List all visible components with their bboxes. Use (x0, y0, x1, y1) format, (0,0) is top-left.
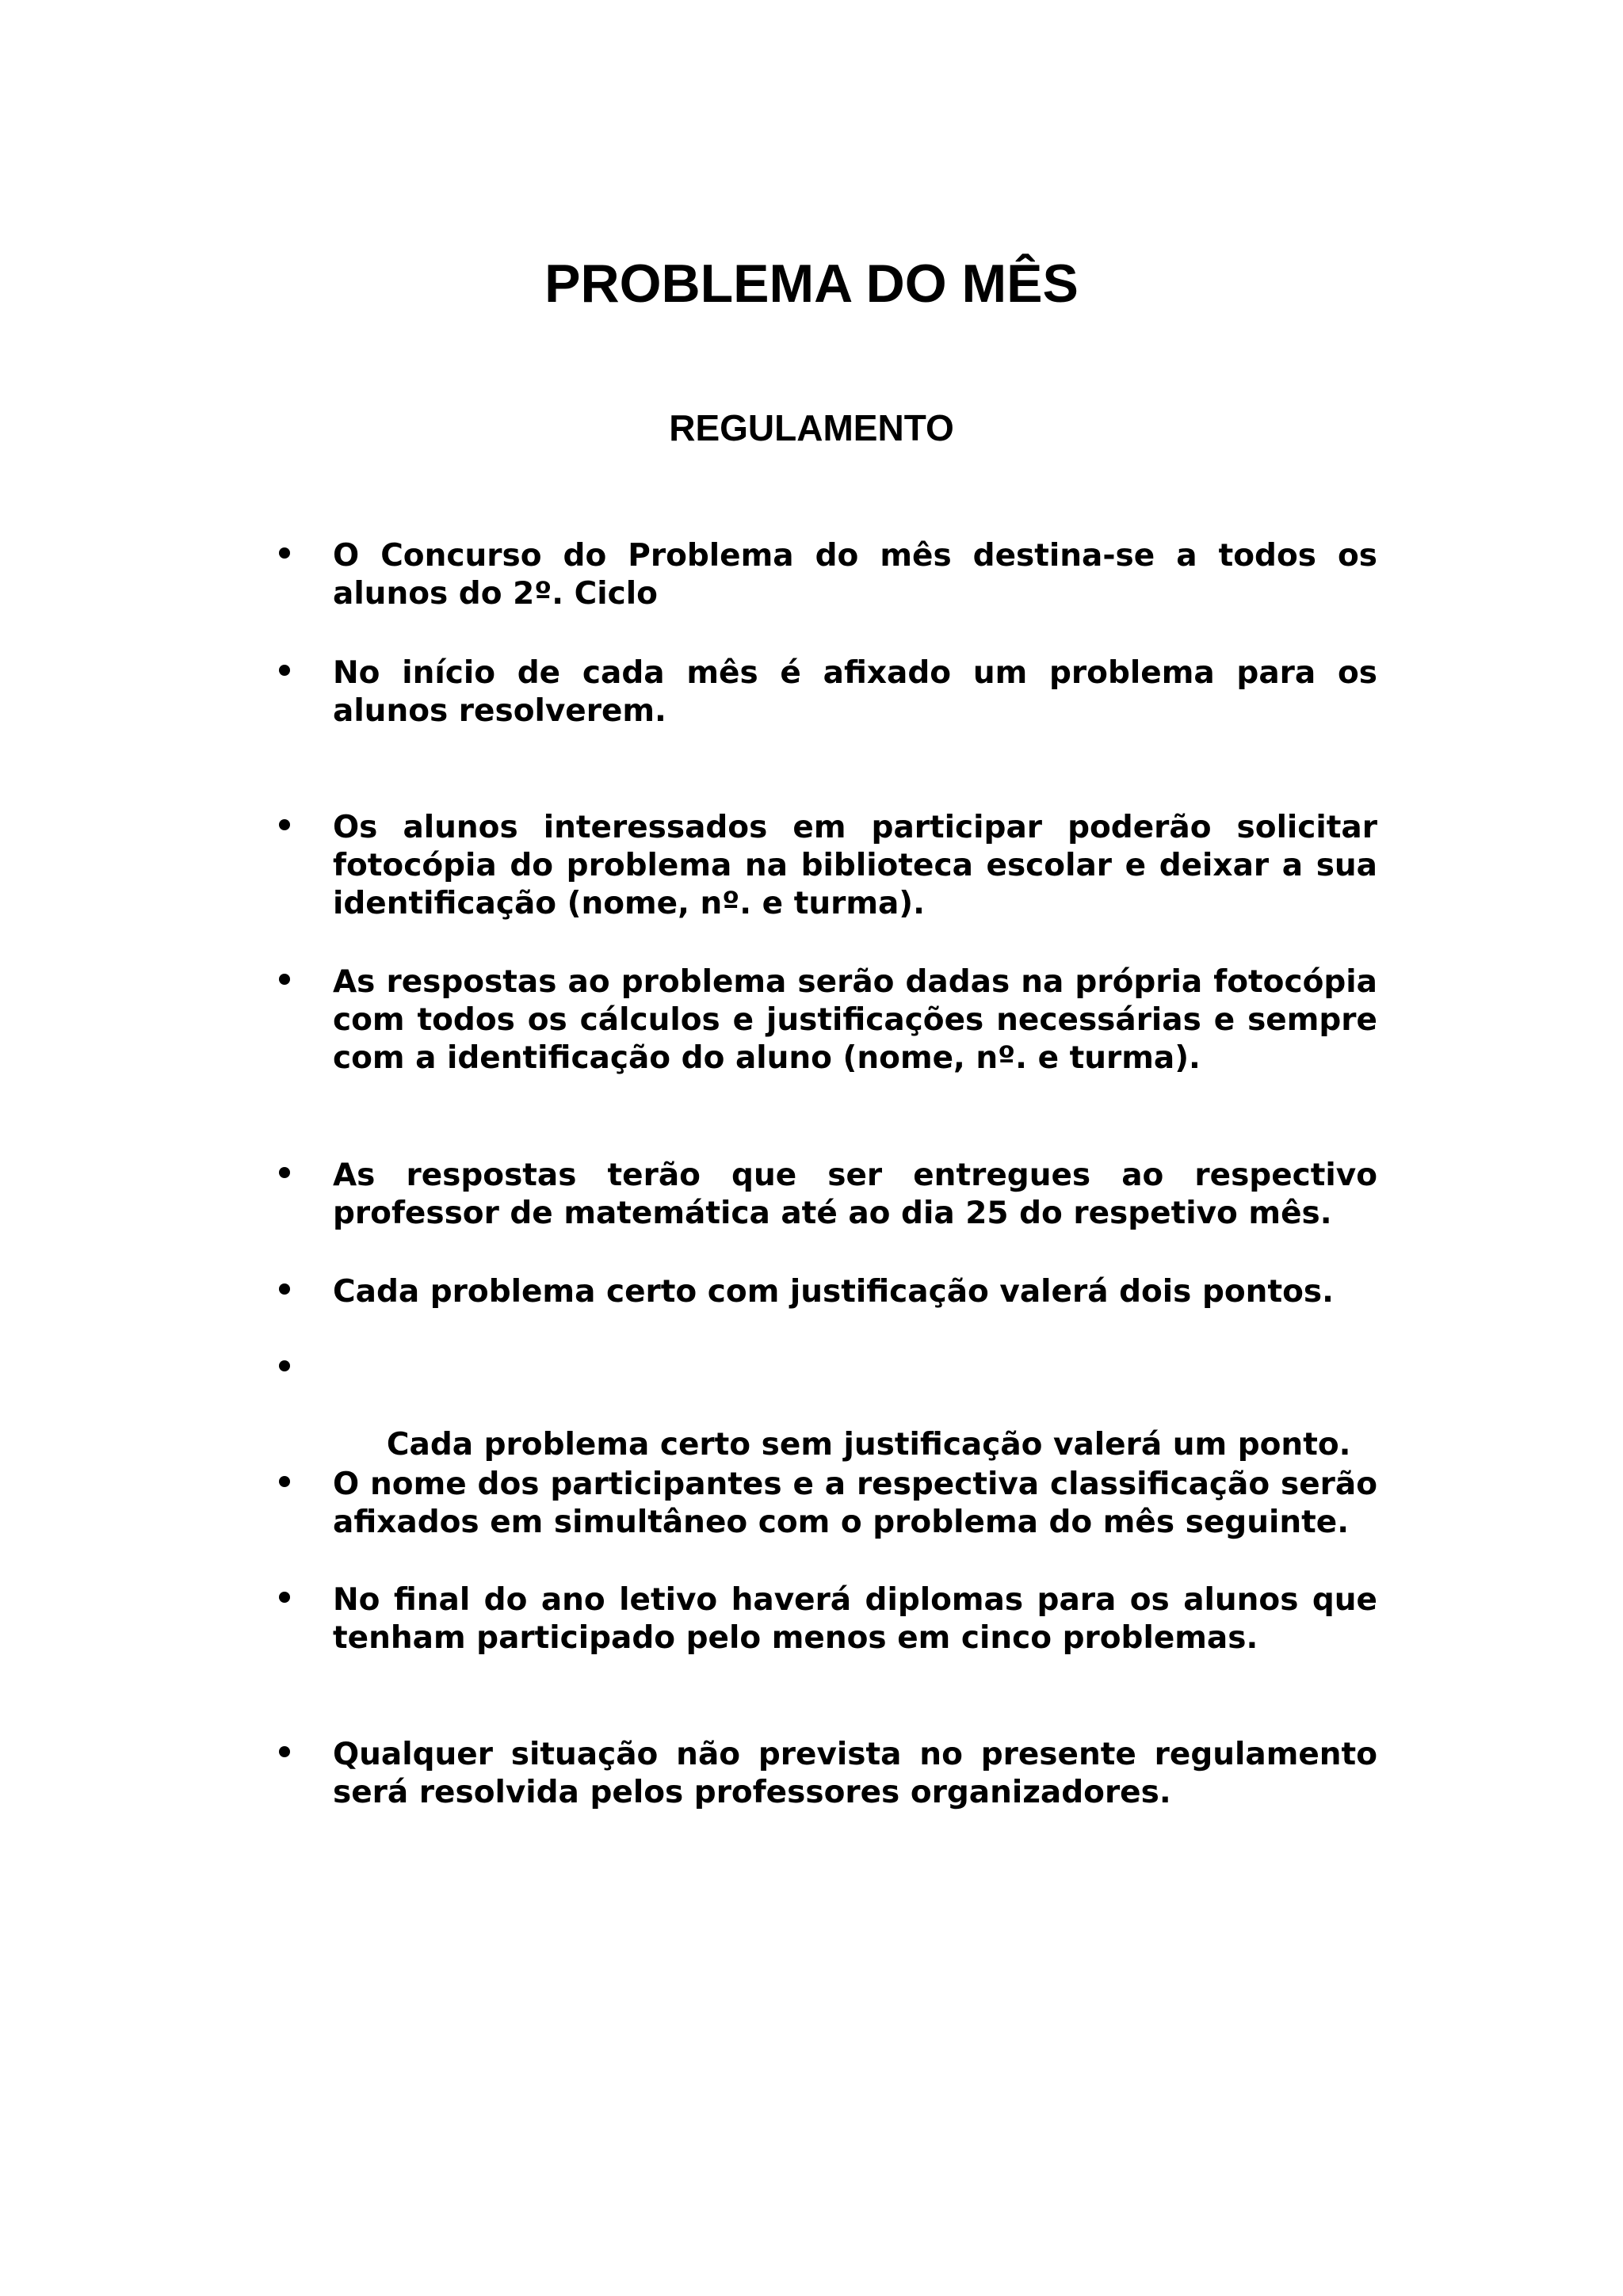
rule-item (333, 1157, 1377, 1233)
bullet-icon (279, 547, 290, 559)
rule-item (333, 1581, 1377, 1657)
rule-item (333, 537, 1377, 613)
bullet-icon (279, 1476, 290, 1487)
rule-text: As respostas ao problema serão dadas na própria fotocópia com todos os cálculos e justificações necessárias e sempre com a identificação do aluno (nome, nº. e turma). (333, 964, 1377, 1076)
rule-text: Cada problema certo sem justificação valerá um ponto. (376, 1427, 1351, 1463)
bullet-icon (279, 665, 290, 676)
rule-text: Qualquer situação não prevista no presente regulamento será resolvida pelos professores organizadores. (333, 1737, 1377, 1810)
rule-item (333, 1736, 1377, 1812)
bullet-icon (279, 819, 290, 830)
document-subtitle: REGULAMENTO (669, 407, 954, 448)
rule-text: Os alunos interessados em participar poderão solicitar fotocópia do problema na biblioteca escolar e deixar a sua identificação (nome, nº. e turma). (333, 810, 1377, 921)
rule-item (333, 963, 1377, 1077)
bullet-icon (279, 1360, 290, 1371)
rule-text: As respostas terão que ser entregues ao respectivo professor de matemática até ao dia 25 do respetivo mês. (333, 1158, 1377, 1231)
bullet-icon (279, 1746, 290, 1757)
bullet-icon (279, 974, 290, 985)
document-title: PROBLEMA DO MÊS (544, 254, 1079, 314)
rule-text: O nome dos participantes e a respectiva classificação serão afixados em simultâneo com o problema do mês seguinte. (333, 1466, 1377, 1540)
rule-text: Cada problema certo com justificação valerá dois pontos. (333, 1274, 1334, 1310)
bullet-icon (279, 1167, 290, 1178)
rule-item (333, 654, 1377, 730)
rule-item (333, 1466, 1377, 1542)
rule-item (333, 1273, 1377, 1311)
bullet-icon (279, 1592, 290, 1603)
rule-item (333, 809, 1377, 923)
rule-text: O Concurso do Problema do mês destina-se a todos os alunos do 2º. Ciclo (333, 538, 1377, 612)
rule-text: No final do ano letivo haverá diplomas para os alunos que tenham participado pelo menos em cinco problemas. (333, 1582, 1377, 1656)
bullet-icon (279, 1283, 290, 1295)
rule-text: No início de cada mês é afixado um problema para os alunos resolverem. (333, 655, 1377, 729)
